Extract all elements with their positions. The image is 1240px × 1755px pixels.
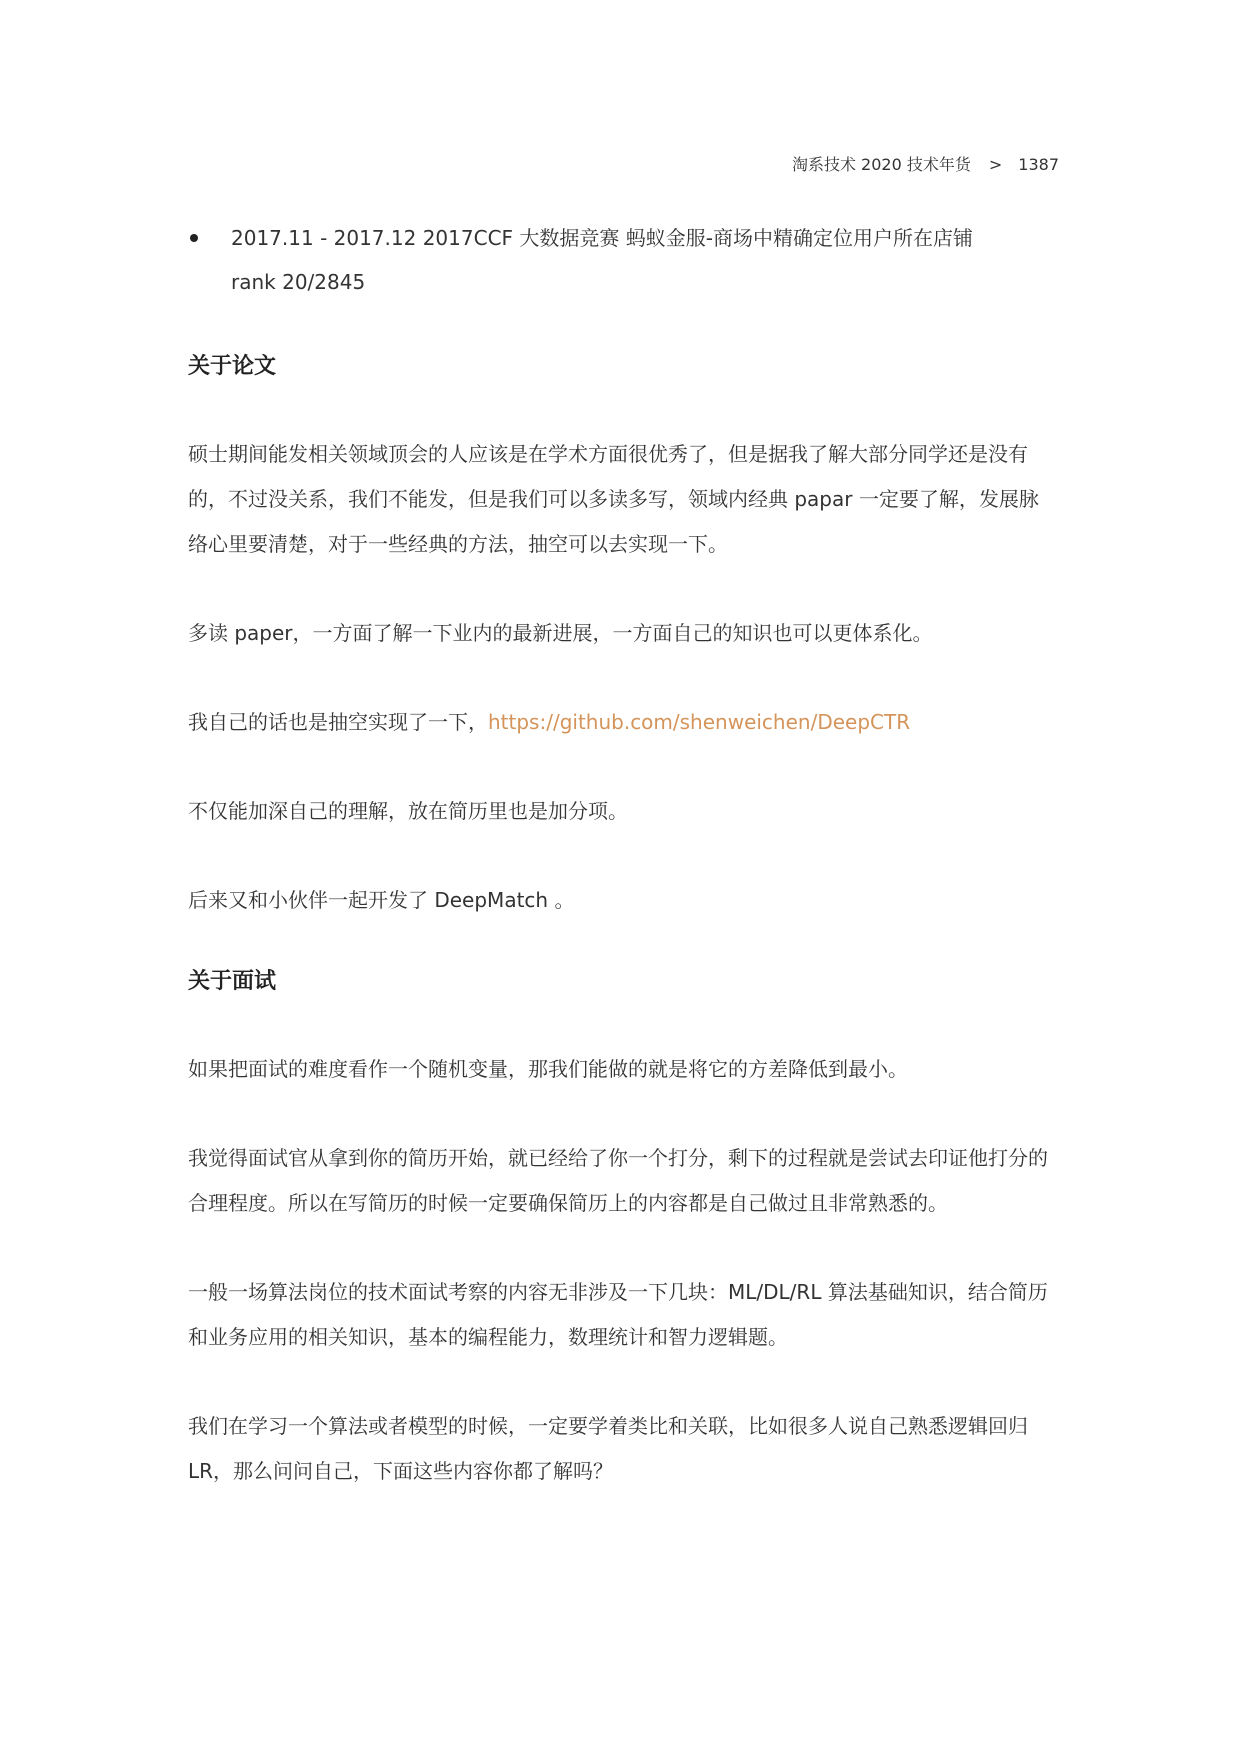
- header-title: 淘系技术 2020 技术年货: [791, 155, 971, 174]
- paragraph: 我觉得面试官从拿到你的简历开始，就已经给了你一个打分，剩下的过程就是尝试去印证他打分的合理程度。所以在写简历的时候一定要确保简历上的内容都是自己做过且非常熟悉的。: [188, 1146, 1048, 1215]
- paragraph: 后来又和小伙伴一起开发了 DeepMatch 。: [188, 888, 575, 912]
- paragraph: 多读 paper，一方面了解一下业内的最新进展，一方面自己的知识也可以更体系化。: [188, 621, 933, 645]
- paragraph: 不仅能加深自己的理解，放在简历里也是加分项。: [188, 799, 628, 823]
- document-body: [188, 216, 1052, 1494]
- paragraph: 如果把面试的难度看作一个随机变量，那我们能做的就是将它的方差降低到最小。: [188, 1057, 908, 1081]
- paragraph-text: 我自己的话也是抽空实现了一下，: [188, 710, 488, 734]
- paragraph: 硕士期间能发相关领域顶会的人应该是在学术方面很优秀了，但是据我了解大部分同学还是没有的，不过没关系，我们不能发，但是我们可以多读多写，领域内经典 papar 一定要了解，发展脉络心里要清楚，对于一些经典的方法，抽空可以去实现一下。: [188, 442, 1039, 556]
- section-heading-interview: 关于面试: [188, 969, 277, 994]
- section-heading-papers: 关于论文: [188, 354, 277, 379]
- github-link[interactable]: https://github.com/shenweichen/DeepCTR: [488, 710, 911, 734]
- list-item: [188, 216, 1052, 304]
- bullet-icon: [190, 234, 198, 242]
- paragraph: 一般一场算法岗位的技术面试考察的内容无非涉及一下几块：ML/DL/RL 算法基础知识，结合简历和业务应用的相关知识，基本的编程能力，数理统计和智力逻辑题。: [188, 1280, 1048, 1349]
- running-header: [792, 152, 1059, 175]
- paragraph-with-link: [188, 700, 1052, 745]
- paragraph: 我们在学习一个算法或者模型的时候，一定要学着类比和关联，比如很多人说自己熟悉逻辑回归 LR，那么问问自己，下面这些内容你都了解吗？: [188, 1414, 1028, 1483]
- bullet-text-line-1: 2017.11 - 2017.12 2017CCF 大数据竞赛 蚂蚁金服-商场中精确定位用户所在店铺: [231, 226, 973, 250]
- header-separator: >: [988, 155, 1003, 174]
- page-number: 1387: [1018, 155, 1059, 174]
- bullet-text-line-2: rank 20/2845: [231, 270, 366, 294]
